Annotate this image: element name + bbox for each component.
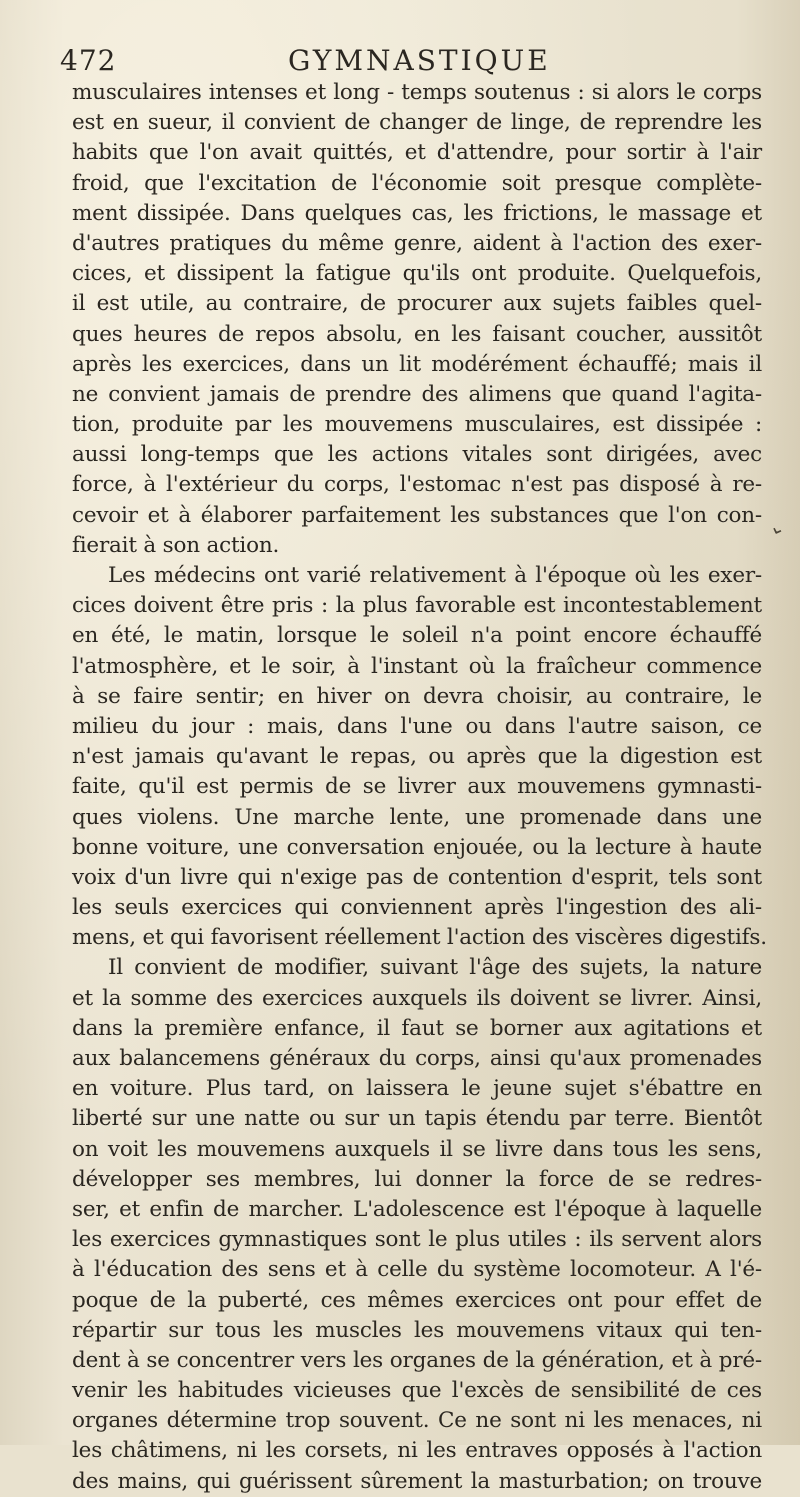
text-line: cices doivent être pris : la plus favorable est incontestablement [72, 593, 762, 619]
text-line: dent à se concentrer vers les organes de la génération, et à pré- [72, 1347, 762, 1373]
text-line: les exercices gymnastiques sont le plus utiles : ils servent alors [72, 1227, 762, 1253]
page-header [60, 36, 740, 76]
text-line: froid, que l'excitation de l'économie soit presque complète- [72, 170, 762, 196]
text-line: en voiture. Plus tard, on laissera le jeune sujet s'ébattre en [72, 1076, 762, 1102]
text-line: musculaires intenses et long - temps soutenus : si alors le corps [72, 80, 762, 105]
text-line: les châtimens, ni les corsets, ni les entraves opposés à l'action [72, 1438, 762, 1464]
text-line: développer ses membres, lui donner la force de se redres- [72, 1166, 762, 1192]
text-line: à l'éducation des sens et à celle du système locomoteur. A l'é- [72, 1257, 762, 1283]
text-line: mens, et qui favorisent réellement l'action des viscères digestifs. [72, 925, 767, 951]
text-line: fierait à son action. [72, 532, 280, 558]
text-line: venir les habitudes vicieuses que l'excès de sensibilité de ces [72, 1378, 762, 1404]
text-line: tion, produite par les mouvemens musculaires, est dissipée : [72, 412, 762, 438]
text-line: d'autres pratiques du même genre, aident à l'action des exer- [72, 230, 762, 256]
text-line: des mains, qui guérissent sûrement la masturbation; on trouve [72, 1468, 762, 1494]
running-title: GYMNASTIQUE [288, 44, 551, 77]
text-line: aux balancemens généraux du corps, ainsi qu'aux promenades [72, 1046, 762, 1071]
text-line: à se faire sentir; en hiver on devra choisir, au contraire, le [72, 683, 762, 709]
text-line: l'atmosphère, et le soir, à l'instant où la fraîcheur commence [72, 653, 762, 679]
text-line: ne convient jamais de prendre des alimens que quand l'agita- [72, 381, 762, 407]
text-line: est en sueur, il convient de changer de linge, de reprendre les [72, 110, 762, 136]
text-line: poque de la puberté, ces mêmes exercices ont pour effet de [72, 1287, 762, 1313]
text-line: liberté sur une natte ou sur un tapis étendu par terre. Bientôt [72, 1106, 762, 1132]
text-line: organes détermine trop souvent. Ce ne sont ni les menaces, ni [72, 1408, 762, 1434]
text-line: habits que l'on avait quittés, et d'attendre, pour sortir à l'air [72, 140, 762, 166]
text-line: cices, et dissipent la fatigue qu'ils ont produite. Quelquefois, [72, 261, 762, 287]
text-line: ques violens. Une marche lente, une promenade dans une [72, 804, 762, 830]
text-line: aussi long-temps que les actions vitales sont dirigées, avec [72, 442, 762, 468]
text-line: milieu du jour : mais, dans l'une ou dans l'autre saison, ce [72, 713, 762, 739]
text-line: et la somme des exercices auxquels ils doivent se livrer. Ainsi, [72, 985, 762, 1011]
body-text [72, 78, 767, 1497]
paragraph-start-line: Les médecins ont varié relativement à l'époque où les exer- [108, 563, 762, 588]
text-line: ment dissipée. Dans quelques cas, les frictions, le massage et [72, 200, 762, 226]
margin-pencil-mark: ⌄ [766, 512, 791, 542]
text-line: n'est jamais qu'avant le repas, ou après que la digestion est [72, 744, 762, 770]
text-line: les seuls exercices qui conviennent après l'ingestion des ali- [72, 895, 762, 921]
paragraph-start-line: Il convient de modifier, suivant l'âge des sujets, la nature [108, 955, 762, 981]
text-line: force, à l'extérieur du corps, l'estomac n'est pas disposé à re- [72, 472, 762, 498]
text-line: après les exercices, dans un lit modérément échauffé; mais il [72, 351, 762, 377]
text-line: ques heures de repos absolu, en les faisant coucher, aussitôt [72, 321, 762, 347]
text-line: il est utile, au contraire, de procurer aux sujets faibles quel- [72, 291, 762, 317]
text-line: faite, qu'il est permis de se livrer aux mouvemens gymnasti- [72, 774, 762, 800]
text-line: ser, et enfin de marcher. L'adolescence est l'époque à laquelle [72, 1196, 762, 1222]
text-line: voix d'un livre qui n'exige pas de contention d'esprit, tels sont [72, 864, 762, 890]
text-line: cevoir et à élaborer parfaitement les substances que l'on con- [72, 502, 762, 528]
text-line: on voit les mouvemens auxquels il se livre dans tous les sens, [72, 1136, 762, 1162]
text-line: dans la première enfance, il faut se borner aux agitations et [72, 1015, 762, 1041]
text-line: répartir sur tous les muscles les mouvemens vitaux qui ten- [72, 1317, 762, 1343]
text-line: bonne voiture, une conversation enjouée, ou la lecture à haute [72, 834, 762, 860]
page-number: 472 [60, 44, 117, 77]
text-line: en été, le matin, lorsque le soleil n'a point encore échauffé [72, 623, 762, 649]
